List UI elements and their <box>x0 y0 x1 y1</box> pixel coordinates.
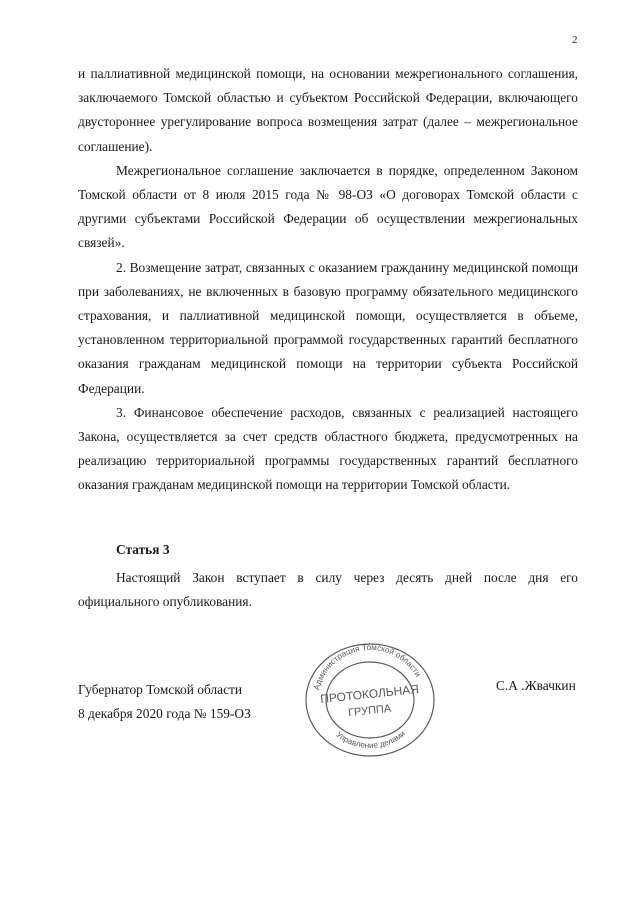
signer-block <box>78 678 251 726</box>
article-text: Настоящий Закон вступает в силу через десять дней после дня его официального опубликования. <box>78 570 578 610</box>
seal-line-2: ГРУППА <box>347 702 392 720</box>
paragraph: 2. Возмещение затрат, связанных с оказанием гражданину медицинской помощи при заболеваниях, не включенных в базовую программу обязательного медицинского страхования, и паллиативной медицинской помощи, осуществляется в объеме, установленном территориальной программой государственных гарантий бесплатного оказания гражданам медицинской помощи на территории субъекта Российской Федерации. <box>78 259 578 396</box>
signer-name: С.А .Жвачкин <box>496 678 576 693</box>
paragraph: 3. Финансовое обеспечение расходов, связанных с реализацией настоящего Закона, осуществляется за счет средств областного бюджета, предусмотренных на реализацию территориальной программы государственных гарантий бесплатного оказания гражданам медицинской помощи на территории Томской области. <box>78 404 578 493</box>
law-date-number: 8 декабря 2020 года № 159-ОЗ <box>78 706 251 721</box>
article-title: Статья 3 <box>116 542 170 557</box>
signer-position: Губернатор Томской области <box>78 682 243 697</box>
seal-outer-bottom-text: Управление делами <box>334 728 407 751</box>
paragraph: Межрегиональное соглашение заключается в порядке, определенном Законом Томской области от 8 июля 2015 года № 98-ОЗ «О договорах Томской области с другими субъектами Российской Федерации об осуществлении межрегиональных связей». <box>78 162 578 251</box>
seal-line-1: ПРОТОКОЛЬНАЯ <box>319 681 420 707</box>
paragraph: и паллиативной медицинской помощи, на основании межрегионального соглашения, заключаемого Томской областью и субъектом Российской Федерации, включающего двустороннее урегулирование вопроса возмещения затрат (далее – межрегиональное соглашение). <box>78 66 578 154</box>
document-body <box>78 62 578 498</box>
page-number: 2 <box>572 34 578 46</box>
seal-outer-top-text: Администрация Томской области <box>312 642 423 691</box>
stamp-seal <box>300 640 440 760</box>
